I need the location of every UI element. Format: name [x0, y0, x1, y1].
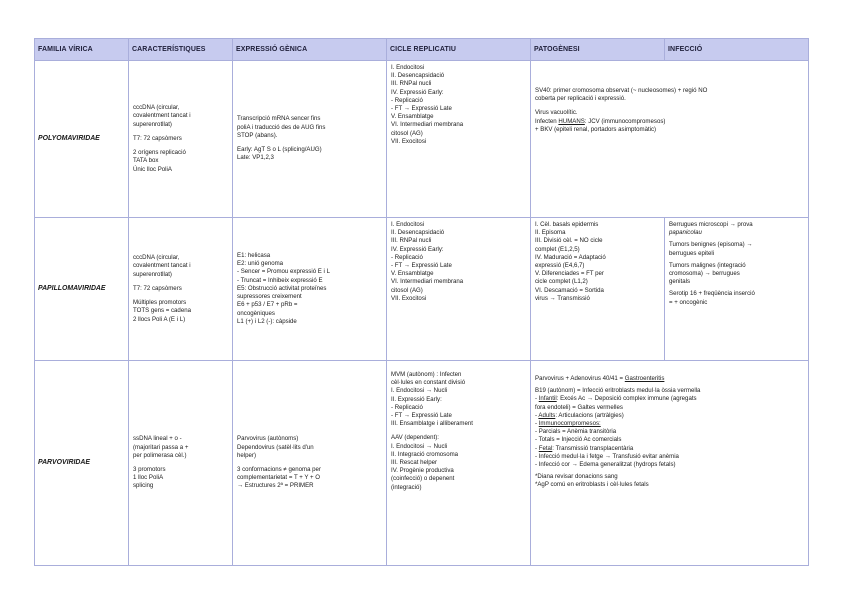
cell-line: E5: Obstrucció activitat proteïnes — [237, 284, 327, 292]
header-familia: FAMILIA VÍRICA — [35, 39, 129, 61]
fetal-underlined: Fetal — [538, 444, 553, 452]
cell-line: - Truncat = Inhibeix expressió E — [237, 276, 323, 284]
characteristics-cell — [129, 61, 233, 218]
cell-line: IV. Expressió Early: — [391, 88, 444, 96]
cell-line: VI. Descamació = Sortida — [535, 286, 604, 294]
cell-line: T7: 72 capsòmers — [133, 134, 182, 142]
cell-line: covalentment tancat i — [133, 112, 191, 120]
humans-underlined: HUMANS — [558, 117, 585, 125]
cell-line: TOTS gens = cadena — [133, 307, 191, 315]
patho-text-part: Infecten — [535, 117, 559, 125]
cell-line: II. Integració cromosoma — [391, 450, 459, 458]
cell-line: IV. Progènie productiva — [391, 467, 454, 475]
cell-line: splicing — [133, 482, 154, 490]
cell-line: L1 (+) i L2 (-): càpside — [237, 317, 297, 325]
cell-line: supressores creixement — [237, 293, 302, 301]
patho-text: - Immunocompromesos: — [535, 420, 601, 428]
patho-text-part: : Articulacions (artràlgies) — [555, 411, 624, 419]
cell-line: VII. Exocitosi — [391, 294, 427, 302]
cell-line: III. Ensamblatge i alliberament — [391, 420, 473, 428]
cell-line: per polimerasa cèl.) — [133, 451, 187, 459]
characteristics-cell — [129, 218, 233, 361]
adults-underlined: Adults — [538, 411, 556, 419]
cycle-cell — [387, 361, 531, 566]
cell-line: - FT → Expressió Late — [391, 105, 452, 113]
cell-line: Únic lloc PoliA — [133, 165, 172, 173]
cell-line: I. Endocitosi → Nucli — [391, 442, 448, 450]
cell-line: E2: unió genoma — [237, 260, 284, 268]
cell-line: Early: AgT S o L (splicing/AUG) — [237, 146, 322, 154]
patho-text: coberta per replicació i expressió. — [535, 95, 626, 103]
cell-line: II. Episoma — [535, 229, 566, 237]
cell-line: VI. Intermediari membrana — [391, 278, 464, 286]
patho-text-part: : Excés Ac → Deposició complex immune (agregats — [556, 395, 697, 403]
cell-line: 2 llocs Poli A (E i L) — [133, 315, 186, 323]
cell-line: superenrotllat) — [133, 270, 172, 278]
infection-text: papanicolau — [669, 229, 702, 237]
patho-text: fora endoteli) = Galtes vermelles — [535, 403, 623, 411]
cell-line: (majoritari passa a + — [133, 443, 189, 451]
cell-line: superenrotllat) — [133, 120, 172, 128]
infection-text: Serotip 16 + freqüència inserció — [669, 290, 755, 298]
cell-line: III. RNPal nucli — [391, 80, 432, 88]
cell-line: STOP (abans). — [237, 131, 278, 139]
patho-text: - Infecció cor → Edema generalitzat (hydrops fetals) — [535, 461, 676, 469]
patho-text: Virus vacuolític. — [535, 109, 578, 117]
infection-text: Berrugues microscopi → prova — [669, 221, 753, 228]
pathogenesis-cell — [531, 61, 809, 218]
cell-line: (integració) — [391, 483, 422, 491]
patho-text: - Fetal: Transmissió transplacentària — [535, 444, 634, 452]
cell-line: complementarietat = T + Y + O — [237, 474, 321, 482]
header-patogenesi: PATOGÈNESI — [531, 39, 665, 61]
pathogenesis-cell — [531, 218, 665, 361]
cell-line: cccDNA (circular, — [133, 254, 180, 262]
family-name: PARVOVIRIDAE — [35, 361, 129, 566]
cell-line: - Sencer = Promou expressió E i L — [237, 268, 330, 276]
patho-text: - Parcials = Anèmia transitòria — [535, 428, 617, 436]
characteristics-cell — [129, 361, 233, 566]
expression-cell — [233, 218, 387, 361]
patho-text — [535, 375, 804, 383]
infection-text: = + oncogènic — [669, 298, 708, 306]
infection-text: Tumors malignes (integració — [669, 261, 746, 269]
viral-families-table — [34, 38, 809, 566]
cell-line: V. Diferenciades = FT per — [535, 270, 604, 278]
cell-line: II. Desencapsidació — [391, 229, 445, 237]
cell-line: III. Rescat helper — [391, 459, 438, 467]
cell-line: III. Divisió cèl. = NO cicle — [535, 237, 603, 245]
cycle-cell — [387, 61, 531, 218]
cell-line: - Replicació — [391, 96, 423, 104]
pathogenesis-cell — [531, 361, 809, 566]
cell-line: helper) — [237, 451, 256, 459]
cell-line: I. Endocitosi — [391, 221, 425, 228]
patho-text: - Infantil: Excés Ac → Deposició complex immune (agregats — [535, 395, 697, 403]
cell-line: - Replicació — [391, 253, 423, 261]
infection-text: Tumors benignes (episoma) → — [669, 241, 753, 249]
cell-line: Late: VP1,2,3 — [237, 154, 274, 162]
cell-line: V. Ensamblatge — [391, 113, 434, 121]
table-row — [35, 218, 809, 361]
patho-text-part: : JCV (immunocompromesos) — [584, 117, 666, 125]
infection-text: cromosoma) → berrugues — [669, 270, 740, 278]
cell-line: IV. Expressió Early: — [391, 245, 444, 253]
cell-line: poliA i traducció des de AUG fins — [237, 123, 326, 131]
cell-line: (coinfecció) o depenent — [391, 475, 455, 483]
cell-line: cèl·lules en constant divisió — [391, 379, 466, 387]
cell-line: E1: helicasa — [237, 252, 271, 260]
header-infeccio: INFECCIÓ — [665, 39, 809, 61]
cell-line: III. RNPal nucli — [391, 237, 432, 245]
cell-line: IV. Maduració = Adaptació — [535, 253, 606, 261]
cell-line: I. Endocitosi → Nucli — [391, 387, 448, 395]
gastroenteritis-underlined: Gastroenteritis — [624, 375, 665, 382]
cell-line: Dependovirus (satèl·lits d'un — [237, 443, 314, 451]
header-expressio: EXPRESSIÓ GÈNICA — [233, 39, 387, 61]
cell-line: Parvovirus (autònoms) — [237, 435, 299, 443]
patho-text: + BKV (epiteli renal, portadors asimptomàtic) — [535, 125, 657, 133]
cell-line: I. Cèl. basals epidermis — [535, 221, 599, 228]
cell-line: Transcripció mRNA sencer fins — [237, 115, 321, 123]
cell-line: citosol (AG) — [391, 286, 423, 294]
cell-line: covalentment tancat i — [133, 262, 191, 270]
infection-cell — [665, 218, 809, 361]
patho-note: *Diana revisar donacions sang — [535, 473, 618, 481]
cycle-cell — [387, 218, 531, 361]
cell-line: oncogèniques — [237, 309, 275, 317]
cell-line: 2 orígens replicació — [133, 149, 186, 157]
cell-line: - FT → Expressió Late — [391, 262, 452, 270]
cell-line: 3 promotors — [133, 466, 166, 473]
cell-line: I. Endocitosi — [391, 64, 425, 71]
cell-line: ssDNA lineal + o - — [133, 435, 182, 443]
cell-line: Múltiples promotors — [133, 299, 187, 307]
patho-note: *AgP comú en eritroblasts i cèl·lules fetals — [535, 481, 649, 489]
patho-text: B19 (autònom) = Infecció eritroblasts medul·la òssia vermella — [535, 387, 701, 395]
cell-line: citosol (AG) — [391, 129, 423, 137]
infantil-underlined: Infantil — [538, 395, 557, 403]
cell-line: E6 + p53 / E7 + pRb = — [237, 301, 298, 309]
cell-line: MVM (autònom) : Infecten — [391, 371, 462, 378]
table-header-row — [35, 39, 809, 61]
patho-text: - Adults: Articulacions (artràlgies) — [535, 411, 624, 419]
cell-line: 3 conformacions ≠ genoma per — [237, 466, 321, 473]
expression-cell — [233, 361, 387, 566]
cell-line: T7: 72 capsòmers — [133, 284, 182, 292]
header-caracteristiques: CARACTERÍSTIQUES — [129, 39, 233, 61]
cell-line: - Replicació — [391, 403, 423, 411]
cell-line: 1 lloc PoliA — [133, 474, 164, 482]
cell-line: VI. Intermediari membrana — [391, 121, 464, 129]
cell-line: V. Ensamblatge — [391, 270, 434, 278]
cell-line: AAV (dependent): — [391, 434, 439, 442]
cell-line: II. Expressió Early: — [391, 395, 442, 403]
cell-line: - FT → Expressió Late — [391, 412, 452, 420]
virus-table-page — [34, 38, 808, 566]
table-row — [35, 361, 809, 566]
patho-text-part: : Transmissió transplacentària — [552, 444, 634, 452]
expression-cell — [233, 61, 387, 218]
patho-text — [535, 118, 804, 126]
family-name: POLYOMAVIRIDAE — [35, 61, 129, 218]
cell-line: expressió (E4,6,7) — [535, 262, 585, 270]
infection-text: genitals — [669, 278, 691, 286]
infection-text: berrugues epiteli — [669, 249, 715, 257]
cell-line: virus → Transmissió — [535, 294, 590, 302]
patho-text: SV40: primer cromosoma observat (~ nucleosomes) + regió NO — [535, 87, 708, 94]
cell-line: cccDNA (circular, — [133, 104, 180, 112]
cell-line: II. Desencapsidació — [391, 72, 445, 80]
patho-text: - Totals = Injecció Ac comercials — [535, 436, 622, 444]
cell-line: complet (E1,2,5) — [535, 245, 580, 253]
table-row — [35, 61, 809, 218]
patho-text: - Infecció medul·la i fetge → Transfusió evitar anèmia — [535, 452, 679, 460]
cell-line: TATA box — [133, 157, 159, 165]
cell-line: → Estructures 2ª = PRIMER — [237, 482, 314, 490]
immuno-underlined: Immunocompromesos: — [538, 420, 601, 428]
family-name: PAPILLOMAVIRIDAE — [35, 218, 129, 361]
header-cicle: CICLE REPLICATIU — [387, 39, 531, 61]
cell-line: cicle complet (L1,2) — [535, 278, 588, 286]
cell-line: VII. Exocitosi — [391, 137, 427, 145]
patho-text-part: Parvovirus + Adenovirus 40/41 = — [535, 375, 625, 382]
